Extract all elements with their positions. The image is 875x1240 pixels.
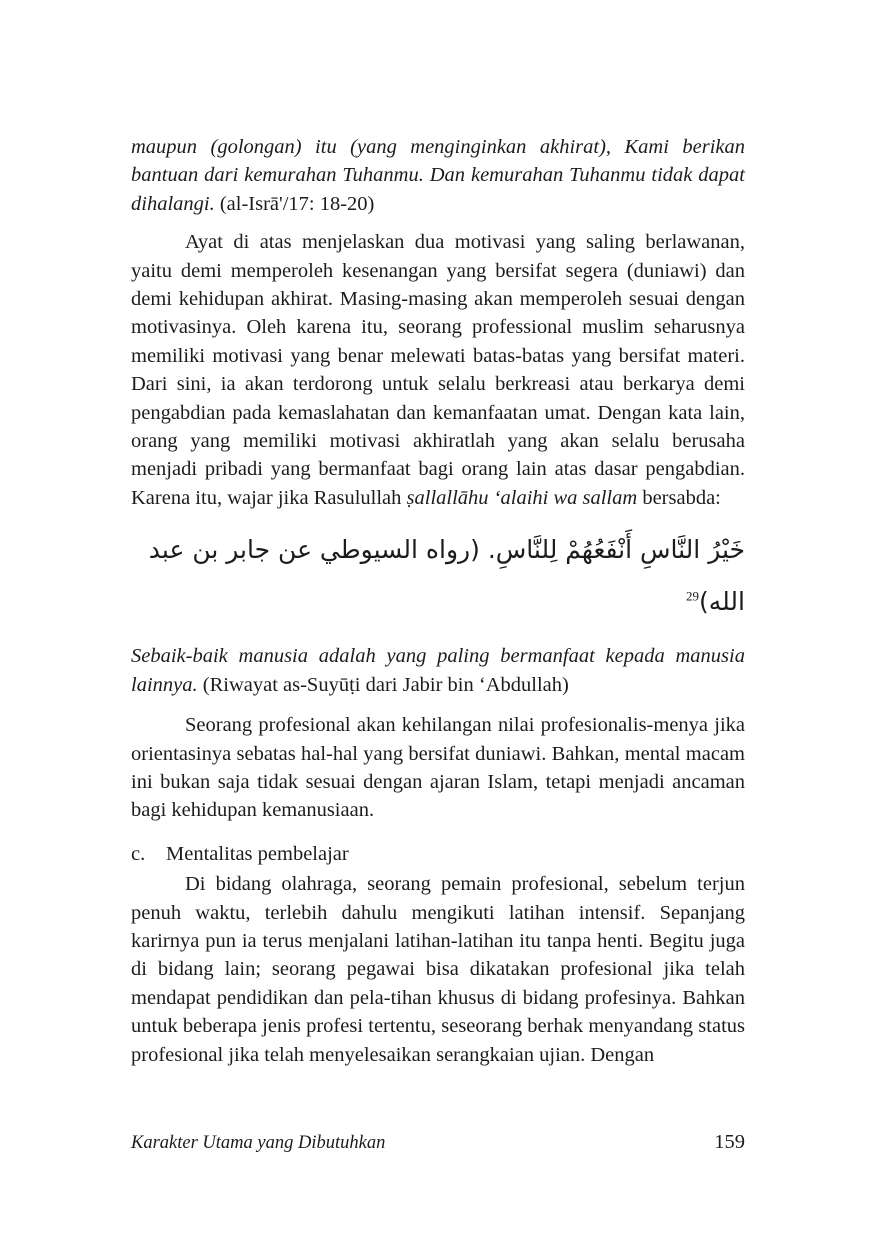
hadith-translation-italic: Sebaik-baik manusia adalah yang paling bermanfaat kepada manusia lainnya. [131,645,745,696]
quote-reference: (al-Isrā'/17: 18-20) [219,192,375,215]
paragraph-ayat-tail: bersabda: [637,486,721,509]
paragraph-ayat-lead: Ayat di atas menjelaskan dua motivasi yang saling berlawanan, yaitu demi memperoleh kesenangan yang bersifat segera (duniawi) dan demi kehidupan akhirat. Masing-masing akan memperoleh sesuai dengan motivasinya. Oleh karena itu, seorang professional muslim seharusnya memiliki motivasi yang benar melewati batas-batas yang bersifat materi. Dari sini, ia akan terdorong untuk selalu berkreasi atau berkarya demi pengabdian pada kemaslahatan dan kemanfaatan umat. Dengan kata lain, orang yang memiliki motivasi akhiratlah yang akan selalu berusaha menjadi pribadi yang bermanfaat bagi orang lain atas dasar pengabdian. Karena itu, wajar jika Rasulullah [131,231,745,509]
hadith-translation [131,642,745,699]
page-footer [131,1131,745,1154]
paragraph-professional-value: Seorang profesional akan kehilangan nilai profesionalis-menya jika orientasinya sebatas hal-hal yang bersifat duniawi. Bahkan, mental macam ini bukan saja tidak sesuai dengan ajaran Islam, tetapi menjadi ancaman bagi kehidupan kemanusiaan. [131,714,745,822]
paragraph-ayat-explanation [131,228,745,512]
quran-translation-quote [131,133,745,218]
footnote-ref-29: 29 [686,588,699,604]
page-content [131,133,745,1069]
hadith-arabic-text: خَيْرُ النَّاسِ أَنْفَعُهُمْ لِلنَّاسِ. (رواه السيوطي عن جابر بن عبد الله) [148,535,745,617]
page-number: 159 [714,1131,745,1153]
hadith-arabic-line [131,524,745,628]
hadith-translation-reference: (Riwayat as-Suyūṭi dari Jabir bin ‘Abdullah) [202,673,569,696]
salawat-transliteration: ṣallallāhu ‘alaihi wa sallam [406,486,638,509]
quote-italic-text: maupun (golongan) itu (yang menginginkan akhirat), Kami berikan bantuan dari kemurahan Tuhanmu. Dan kemurahan Tuhanmu tidak dapat dihalangi. [131,136,745,215]
section-title: Mentalitas pembelajar [166,842,349,865]
footer-book-section-title: Karakter Utama yang Dibutuhkan [131,1133,386,1153]
section-heading-c [131,840,745,868]
section-marker: c. [131,842,146,865]
paragraph-learner-mentality: Di bidang olahraga, seorang pemain profesional, sebelum terjun penuh waktu, terlebih dahulu mengikuti latihan intensif. Sepanjang karirnya pun ia terus menjalani latihan-latihan itu tanpa henti. Begitu juga di bidang lain; seorang pegawai bisa dikatakan profesional jika telah mendapat pendidikan dan pela-tihan khusus di bidang profesinya. Bahkan untuk beberapa jenis profesi tertentu, seseorang berhak menyandang status profesional jika telah menyelesaikan serangkaian ujian. Dengan [131,873,745,1066]
